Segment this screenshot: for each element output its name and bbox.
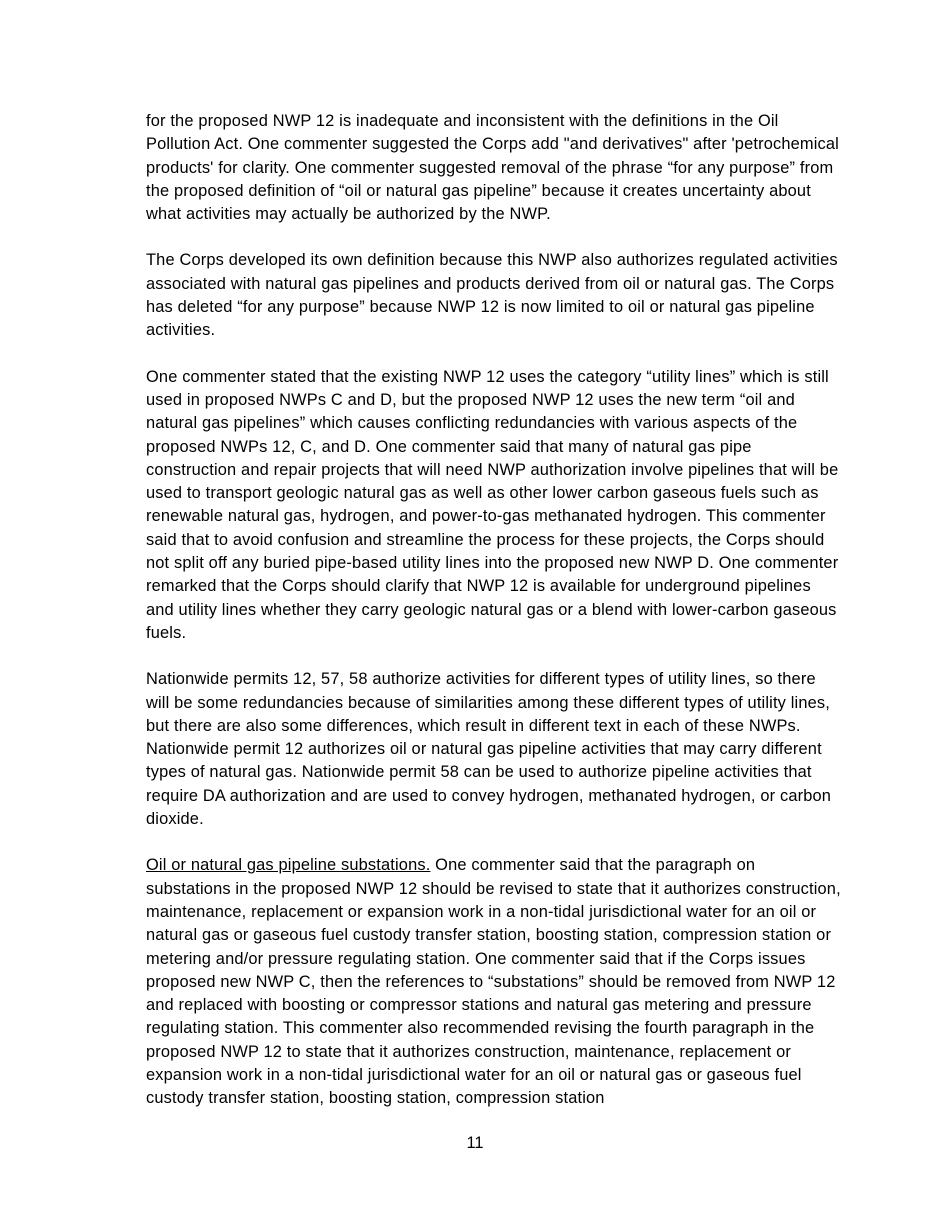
paragraph-5 xyxy=(146,854,842,1110)
paragraph-2: The Corps developed its own definition because this NWP also authorizes regulated activities associated with natural gas pipelines and products derived from oil or natural gas. The Corps has deleted “for any purpose” because NWP 12 is now limited to oil or natural gas pipeline activities. xyxy=(146,251,838,340)
run-in-heading: Oil or natural gas pipeline substations. xyxy=(146,856,431,875)
page-body xyxy=(146,110,842,1111)
paragraph-4: Nationwide permits 12, 57, 58 authorize activities for different types of utility lines, so there will be some redundancies because of similarities among these different types of utility lines, but there are also some differences, which result in different text in each of these NWPs. Nationwide permit 12 authorizes oil or natural gas pipeline activities that may carry different types of natural gas. Nationwide permit 58 can be used to authorize pipeline activities that require DA authorization and are used to convey hydrogen, methanated hydrogen, or carbon dioxide. xyxy=(146,670,832,829)
paragraph-1: for the proposed NWP 12 is inadequate and inconsistent with the definitions in the Oil Pollution Act. One commenter suggested the Corps add "and derivatives" after 'petrochemical products' for clarity. One commenter suggested removal of the phrase “for any purpose” from the proposed definition of “oil or natural gas pipeline” because it creates uncertainty about what activities may actually be authorized by the NWP. xyxy=(146,112,839,224)
paragraph-5-text: One commenter said that the paragraph on substations in the proposed NWP 12 should be revised to state that it authorizes construction, maintenance, replacement or expansion work in a non-tidal jurisdictional water for an oil or natural gas or gaseous fuel custody transfer station, boosting station, compression station or metering and/or pressure regulating station. One commenter said that if the Corps issues proposed new NWP C, then the references to “substations” should be removed from NWP 12 and replaced with boosting or compressor stations and natural gas metering and pressure regulating station. This commenter also recommended revising the fourth paragraph in the proposed NWP 12 to state that it authorizes construction, maintenance, replacement or expansion work in a non-tidal jurisdictional water for an oil or natural gas or gaseous fuel custody transfer station, boosting station, compression station xyxy=(146,856,841,1108)
page-number: 11 xyxy=(466,1134,484,1152)
paragraph-3: One commenter stated that the existing NWP 12 uses the category “utility lines” which is still used in proposed NWPs C and D, but the proposed NWP 12 uses the new term “oil and natural gas pipelines” which causes conflicting redundancies with various aspects of the proposed NWPs 12, C, and D. One commenter said that many of natural gas pipe construction and repair projects that will need NWP authorization involve pipelines that will be used to transport geologic natural gas as well as other lower carbon gaseous fuels such as renewable natural gas, hydrogen, and power-to-gas methanated hydrogen. This commenter said that to avoid confusion and streamline the process for these projects, the Corps should not split off any buried pipe-based utility lines into the proposed new NWP D. One commenter remarked that the Corps should clarify that NWP 12 is available for underground pipelines and utility lines whether they carry geologic natural gas or a blend with lower-carbon gaseous fuels. xyxy=(146,367,839,642)
